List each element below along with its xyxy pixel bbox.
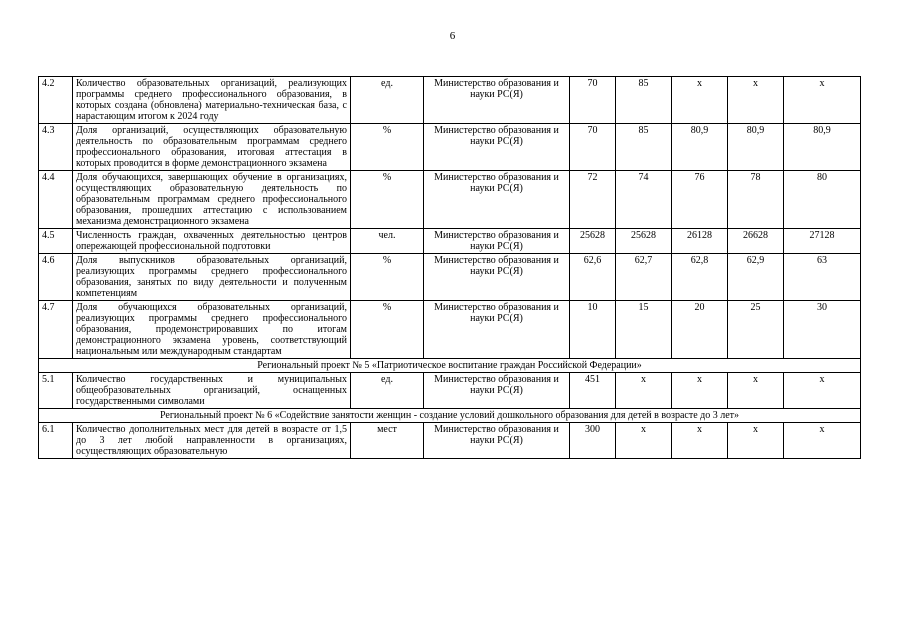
indicator-value: 70	[570, 77, 616, 124]
indicator-value: 25628	[616, 229, 672, 254]
indicator-value: 30	[784, 301, 861, 359]
responsible-body: Министерство образования и науки РС(Я)	[424, 373, 570, 409]
responsible-body: Министерство образования и науки РС(Я)	[424, 423, 570, 459]
indicator-name: Численность граждан, охваченных деятельностью центров опережающей профессиональной подготовки	[73, 229, 351, 254]
section-header-row	[39, 359, 861, 373]
responsible-body: Министерство образования и науки РС(Я)	[424, 77, 570, 124]
indicator-value: 300	[570, 423, 616, 459]
indicator-value: 26128	[672, 229, 728, 254]
indicator-value: х	[616, 423, 672, 459]
indicator-value: х	[784, 77, 861, 124]
indicator-name: Количество образовательных организаций, реализующих программы среднего профессионального образования, в которых создана (обновлена) материально-техническая база, с нарастающим итогом к 2024 году	[73, 77, 351, 124]
indicator-value: 85	[616, 124, 672, 171]
indicator-value: 62,7	[616, 254, 672, 301]
indicator-name: Доля выпускников образовательных организаций, реализующих программы среднего профессионального образования, занятых по виду деятельности и полученным компетенциям	[73, 254, 351, 301]
indicator-value: 63	[784, 254, 861, 301]
row-number: 4.2	[39, 77, 73, 124]
indicator-value: 20	[672, 301, 728, 359]
indicator-value: 62,6	[570, 254, 616, 301]
row-number: 5.1	[39, 373, 73, 409]
table-row	[39, 171, 861, 229]
indicator-value: 25	[728, 301, 784, 359]
indicator-value: х	[616, 373, 672, 409]
indicator-name: Количество дополнительных мест для детей в возрасте от 1,5 до 3 лет любой направленности в организациях, осуществляющих образовательную	[73, 423, 351, 459]
indicator-value: х	[784, 373, 861, 409]
table-row	[39, 301, 861, 359]
page-number: 6	[449, 30, 456, 42]
row-number: 4.3	[39, 124, 73, 171]
row-number: 4.7	[39, 301, 73, 359]
indicator-value: х	[672, 423, 728, 459]
responsible-body: Министерство образования и науки РС(Я)	[424, 301, 570, 359]
row-number: 6.1	[39, 423, 73, 459]
indicator-value: 26628	[728, 229, 784, 254]
section-title: Региональный проект № 6 «Содействие занятости женщин - создание условий дошкольного образования для детей в возрасте до 3 лет»	[39, 409, 861, 423]
indicator-value: 27128	[784, 229, 861, 254]
row-number: 4.4	[39, 171, 73, 229]
responsible-body: Министерство образования и науки РС(Я)	[424, 229, 570, 254]
unit-of-measure: мест	[351, 423, 424, 459]
table-row	[39, 229, 861, 254]
indicator-value: 76	[672, 171, 728, 229]
table-row	[39, 423, 861, 459]
indicator-value: 10	[570, 301, 616, 359]
indicator-value: 15	[616, 301, 672, 359]
indicator-value: 78	[728, 171, 784, 229]
indicator-value: х	[672, 373, 728, 409]
row-number: 4.5	[39, 229, 73, 254]
indicator-value: х	[728, 373, 784, 409]
section-title: Региональный проект № 5 «Патриотическое воспитание граждан Российской Федерации»	[39, 359, 861, 373]
row-number: 4.6	[39, 254, 73, 301]
indicator-name: Доля обучающихся, завершающих обучение в организациях, осуществляющих образовательную деятельность по образовательным программам среднего профессионального образования, прошедших аттестацию с использованием механизма демонстрационного экзамена	[73, 171, 351, 229]
table-row	[39, 254, 861, 301]
section-header-row	[39, 409, 861, 423]
unit-of-measure: чел.	[351, 229, 424, 254]
unit-of-measure: %	[351, 124, 424, 171]
indicator-value: 72	[570, 171, 616, 229]
indicator-value: х	[728, 77, 784, 124]
indicator-value: 80,9	[728, 124, 784, 171]
responsible-body: Министерство образования и науки РС(Я)	[424, 254, 570, 301]
indicator-value: х	[672, 77, 728, 124]
indicator-value: 80	[784, 171, 861, 229]
unit-of-measure: %	[351, 254, 424, 301]
table-row	[39, 373, 861, 409]
unit-of-measure: ед.	[351, 77, 424, 124]
indicator-value: 80,9	[672, 124, 728, 171]
indicator-name: Количество государственных и муниципальных общеобразовательных организаций, оснащенных государственными символами	[73, 373, 351, 409]
table-body	[39, 77, 861, 459]
indicator-name: Доля организаций, осуществляющих образовательную деятельность по образовательным программам среднего профессионального образования, итоговая аттестация в которых проводится в форме демонстрационного экзамена	[73, 124, 351, 171]
indicator-value: 70	[570, 124, 616, 171]
indicator-value: 62,9	[728, 254, 784, 301]
responsible-body: Министерство образования и науки РС(Я)	[424, 171, 570, 229]
indicator-value: 25628	[570, 229, 616, 254]
indicators-table	[38, 76, 861, 459]
indicator-name: Доля обучающихся образовательных организаций, реализующих программы среднего профессионального образования, продемонстрировавших по итогам демонстрационного экзамена уровень, соответствующий национальным или международным стандартам	[73, 301, 351, 359]
unit-of-measure: %	[351, 171, 424, 229]
indicator-value: 80,9	[784, 124, 861, 171]
indicator-value: 85	[616, 77, 672, 124]
indicator-value: 74	[616, 171, 672, 229]
table-row	[39, 77, 861, 124]
indicator-value: х	[784, 423, 861, 459]
indicator-value: 451	[570, 373, 616, 409]
unit-of-measure: ед.	[351, 373, 424, 409]
unit-of-measure: %	[351, 301, 424, 359]
indicator-value: 62,8	[672, 254, 728, 301]
table-row	[39, 124, 861, 171]
responsible-body: Министерство образования и науки РС(Я)	[424, 124, 570, 171]
indicator-value: х	[728, 423, 784, 459]
